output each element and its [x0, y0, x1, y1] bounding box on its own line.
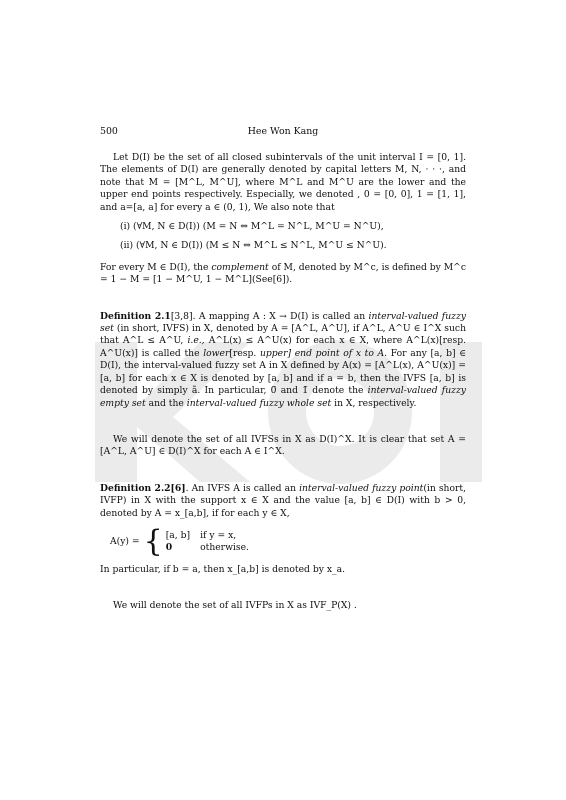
piecewise-cases [166, 530, 259, 554]
paragraph-ivfp-set: We will denote the set of all IVFPs in X as IVF_P(X) . [113, 600, 357, 612]
property-item-i: (i) (∀M, N ∈ D(I)) (M = N ⇔ M^L = N^L, M^U = N^U), [120, 221, 384, 233]
case-row: 0 otherwise. [165, 541, 249, 553]
definition-label: Definition 2.2 [100, 482, 171, 494]
paragraph-intro: Let D(I) be the set of all closed subintervals of the unit interval I = [0, 1]. The elements of D(I) are generally denoted by capital letters M, N, · · ·, and note that M = [M^L, M^U], where M^L and M^U are the lower and the upper end points respectively. Especially, we denoted , 0 = [0, 0], 1 = [1, 1], and a=[a, a] for every a ∈ (0, 1), We also note that [100, 152, 466, 213]
paragraph-complement: For every M ∈ D(I), the complement of M, denoted by M^c, is defined by M^c = 1 − M = [1 − M^U, 1 − M^L](See[6]). [100, 261, 467, 286]
piecewise-lhs: A(y) = [110, 535, 140, 547]
definition-label: Definition 2.1 [100, 310, 171, 322]
property-item-ii: (ii) (∀M, N ∈ D(I)) (M ≤ N ⇔ M^L ≤ N^L, M^U ≤ N^U). [120, 240, 387, 252]
page-body [100, 152, 466, 613]
definition-2-2: Definition 2.2[6]. An IVFS A is called an interval-valued fuzzy point(in short, IVFP) in X with the support x ∈ X and the value [a, b] ∈ D(I) with b > 0, denoted by A = x_[a,b], if for each y ∈ X, [100, 482, 466, 519]
running-head-author: Hee Won Kang [247, 126, 319, 137]
definition-2-1: Definition 2.1[3,8]. A mapping A : X → D(I) is called an interval-valued fuzzy set (in short, IVFS) in X, denoted by A = [A^L, A^U], if A^L, A^U ∈ I^X such that A^L ≤ A^U, i.e., A^L(x) ≤ A^U(x) for each x ∈ X, where A^L(x)[resp. A^U(x)] is called the lower[resp. upper] end point of x to A. For any [a, b] ∈ D(I), the interval-valued fuzzy set A in X defined by A(x) = [A^L(x), A^U(x)] = [a, b] for each x ∈ X is denoted by [a, b] and if a = b, then the IVFS [a, b] is denoted by simply ã. In particular, 0̃ and 1̃ denote the interval-valued fuzzy empty set and the interval-valued fuzzy whole set in X, respectively. [100, 310, 467, 409]
page-number: 500 [100, 126, 118, 137]
piecewise-definition [110, 523, 466, 559]
case-row: [a, b] if y = x, [165, 529, 237, 541]
term-complement: complement [211, 261, 269, 273]
paragraph-particular: In particular, if b = a, then x_[a,b] is denoted by x_a. [100, 563, 346, 575]
paragraph-ivfs-set: We will denote the set of all IVFSs in X as D(I)^X. It is clear that set A = [A^L, A^U] ∈ D(I)^X for each A ∈ I^X. [100, 433, 466, 458]
left-brace: { [143, 523, 163, 559]
